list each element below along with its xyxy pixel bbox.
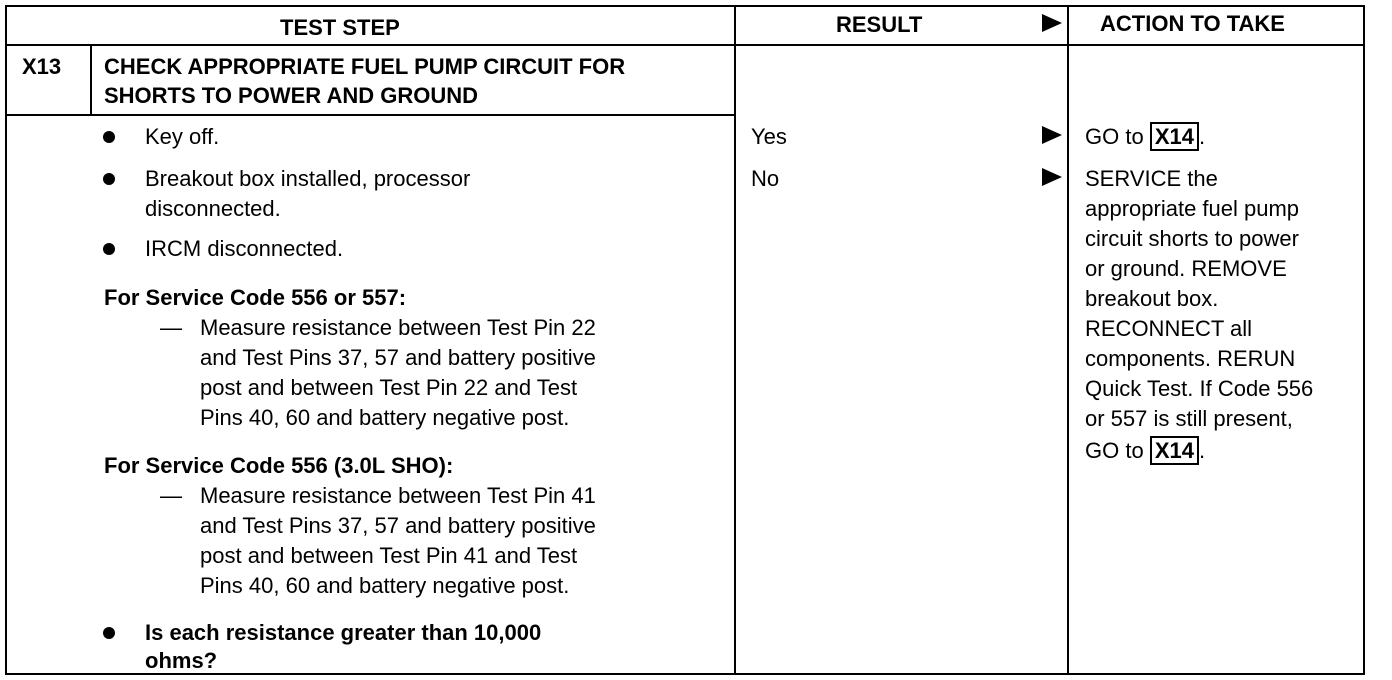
result-yes: Yes xyxy=(751,124,787,149)
step-ref-x14: X14 xyxy=(1150,122,1199,151)
section2-line4: Pins 40, 60 and battery negative post. xyxy=(200,573,570,598)
action-no-line6: RECONNECT all xyxy=(1085,316,1253,341)
header-arrow-icon xyxy=(1042,14,1062,32)
step-title-line2: SHORTS TO POWER AND GROUND xyxy=(104,83,479,108)
section1-line4: Pins 40, 60 and battery negative post. xyxy=(200,405,570,430)
dash-icon: — xyxy=(160,315,182,340)
result-yes-arrow-icon xyxy=(1042,126,1062,144)
step-title-line1: CHECK APPROPRIATE FUEL PUMP CIRCUIT FOR xyxy=(104,54,626,79)
action-no-goto xyxy=(1085,436,1205,466)
section-heading-556-557: For Service Code 556 or 557: xyxy=(104,285,407,310)
section2-line3: post and between Test Pin 41 and Test xyxy=(200,543,578,568)
section1-line2: and Test Pins 37, 57 and battery positive xyxy=(200,345,596,370)
action-no-suffix: . xyxy=(1198,438,1206,463)
bullet-icon xyxy=(103,131,115,143)
step-id: X13 xyxy=(22,54,62,79)
action-no-line9: or 557 is still present, xyxy=(1085,406,1293,431)
question-line1: Is each resistance greater than 10,000 xyxy=(145,620,542,645)
step-title-divider xyxy=(5,114,736,116)
header-test-step: TEST STEP xyxy=(280,15,400,40)
bullet-ircm: IRCM disconnected. xyxy=(145,236,344,261)
step-ref-x14: X14 xyxy=(1150,436,1199,465)
section2-line1: Measure resistance between Test Pin 41 xyxy=(200,483,596,508)
action-yes-suffix: . xyxy=(1198,124,1206,149)
result-no-arrow-icon xyxy=(1042,168,1062,186)
bullet-breakout-line2: disconnected. xyxy=(145,196,281,221)
header-action-to-take: ACTION TO TAKE xyxy=(1100,11,1285,36)
action-yes-prefix: GO to xyxy=(1085,124,1144,149)
section-heading-556-sho: For Service Code 556 (3.0L SHO): xyxy=(104,453,454,478)
section1-line1: Measure resistance between Test Pin 22 xyxy=(200,315,596,340)
action-no-line8: Quick Test. If Code 556 xyxy=(1085,376,1314,401)
result-no: No xyxy=(751,166,780,191)
action-no-prefix: GO to xyxy=(1085,438,1144,463)
column-divider-result xyxy=(734,5,736,675)
action-no-line5: breakout box. xyxy=(1085,286,1219,311)
column-divider-action xyxy=(1067,5,1069,675)
action-no-line4: or ground. REMOVE xyxy=(1085,256,1287,281)
header-divider xyxy=(5,44,1365,46)
dash-icon: — xyxy=(160,483,182,508)
step-id-divider xyxy=(90,44,92,116)
bullet-icon xyxy=(103,627,115,639)
action-no-line3: circuit shorts to power xyxy=(1085,226,1299,251)
action-yes xyxy=(1085,122,1205,152)
action-no-line2: appropriate fuel pump xyxy=(1085,196,1300,221)
section1-line3: post and between Test Pin 22 and Test xyxy=(200,375,578,400)
action-no-line7: components. RERUN xyxy=(1085,346,1296,371)
action-no-line1: SERVICE the xyxy=(1085,166,1218,191)
bullet-icon xyxy=(103,243,115,255)
bullet-icon xyxy=(103,173,115,185)
question-line2: ohms? xyxy=(145,648,218,673)
section2-line2: and Test Pins 37, 57 and battery positive xyxy=(200,513,596,538)
bullet-breakout-line1: Breakout box installed, processor xyxy=(145,166,471,191)
bullet-key-off: Key off. xyxy=(145,124,220,149)
header-result: RESULT xyxy=(836,12,923,37)
